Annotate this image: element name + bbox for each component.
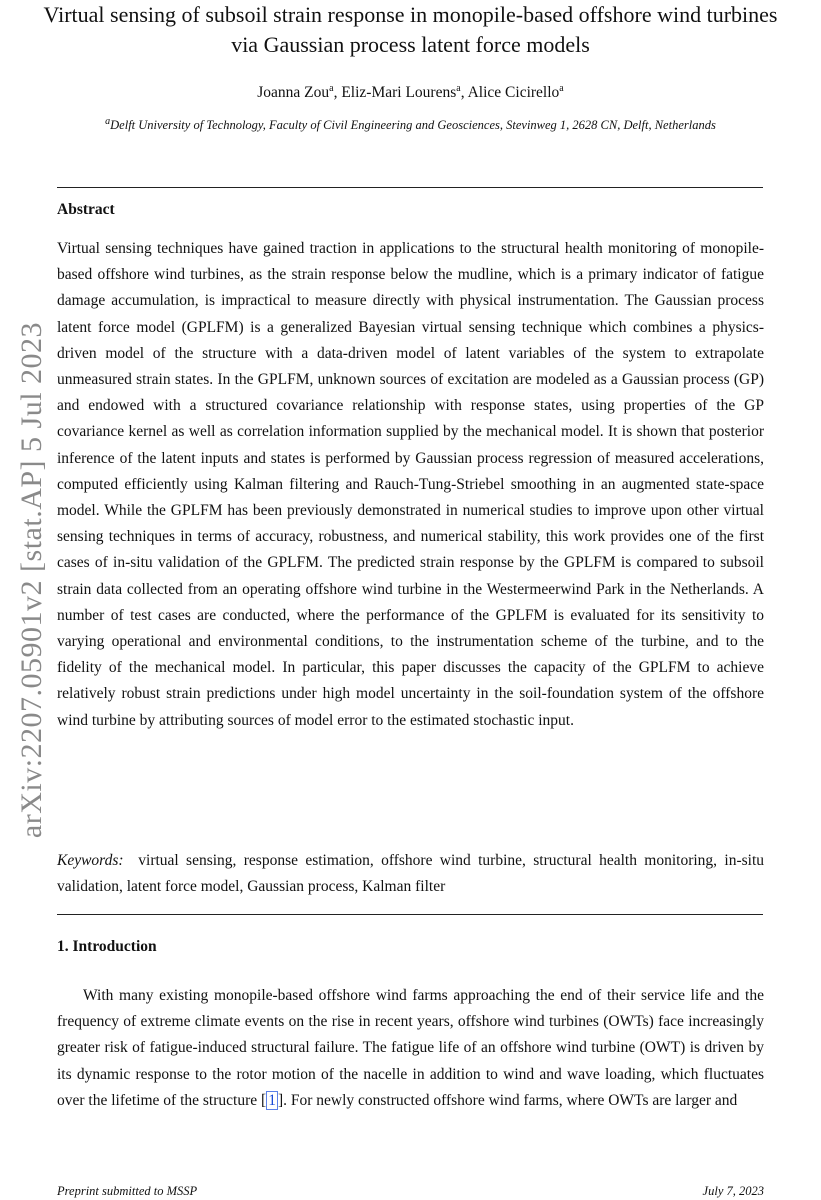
intro-text-part-1: With many existing monopile-based offshore wind farms approaching the end of their service life and the frequency of extreme climate events on the rise in recent years, offshore wind turbines (OWTs) face increasingly greater risk of fatigue-induced structural failure. The fatigue life of an offshore wind turbine (OWT) is driven by its dynamic response to the rotor motion of the nacelle in addition to wind and wave loading, which fluctuates over the lifetime of the structure (57, 987, 764, 1109)
author-name: Alice Cicirello (467, 84, 560, 102)
keywords-label: Keywords: (57, 852, 124, 869)
abstract-top-rule (57, 187, 763, 188)
citation-link[interactable]: 1 (268, 1091, 276, 1109)
author-list (40, 79, 781, 103)
author-affil-mark: a (559, 83, 564, 94)
footer-date: July 7, 2023 (702, 1184, 764, 1198)
author-affil-mark: a (456, 83, 461, 94)
abstract-text: Virtual sensing techniques have gained traction in applications to the structural health monitoring of monopile-based offshore wind turbines, as the strain response below the mudline, which is a primary indicator of fatigue damage accumulation, is impractical to measure directly with physical instrumentation. The Gaussian process latent force model (GPLFM) is a generalized Bayesian virtual sensing technique which combines a physics-driven model of the structure with a data-driven model of latent variables of the system to extrapolate unmeasured strain states. In the GPLFM, unknown sources of excitation are modeled as a Gaussian process (GP) and endowed with a structured covariance relationship with response states, using properties of the GP covariance kernel as well as correlation information supplied by the mechanical model. It is shown that posterior inference of the latent inputs and states is performed by Gaussian process regression of measured accelerations, computed efficiently using Kalman filtering and Rauch-Tung-Striebel smoothing in an augmented state-space model. While the GPLFM has been previously demonstrated in numerical studies to improve upon other virtual sensing techniques in terms of accuracy, robustness, and numerical stability, this work provides one of the first cases of in-situ validation of the GPLFM. The predicted strain response by the GPLFM is compared to subsoil strain data collected from an operating offshore wind turbine in the Westermeerwind Park in the Netherlands. A number of test cases are conducted, where the performance of the GPLFM is evaluated for its sensitivity to varying operational and environmental conditions, to the instrumentation scheme of the turbine, and to the fidelity of the mechanical model. In particular, this paper discusses the capacity of the GPLFM to achieve relatively robust strain predictions under high model uncertainty in the soil-foundation system of the offshore wind turbine by attributing sources of model error to the estimated stochastic input. (57, 240, 764, 729)
intro-text-part-2: . For newly constructed offshore wind farms, where OWTs are larger and (283, 1091, 738, 1109)
title-line-1: Virtual sensing of subsoil strain response in monopile-based offshore wind turbines (43, 2, 778, 27)
keywords-text: virtual sensing, response estimation, offshore wind turbine, structural health monitoring, in-situ validation, latent force model, Gaussian process, Kalman filter (57, 852, 765, 895)
footer-submission-note: Preprint submitted to MSSP (57, 1184, 198, 1198)
author-name: Eliz-Mari Lourens (341, 84, 457, 102)
author-separator: , (333, 84, 342, 102)
arxiv-identifier[interactable]: arXiv:2207.05901v2 [stat.AP] 5 Jul 2023 (15, 321, 48, 839)
keywords (57, 848, 764, 900)
author-name: Joanna Zou (257, 84, 330, 102)
introduction-heading: 1. Introduction (57, 938, 157, 955)
abstract-heading: Abstract (57, 201, 115, 218)
author-separator: , (460, 84, 468, 102)
paper-title (40, 0, 781, 60)
abstract-bottom-rule (57, 914, 763, 915)
author-affil-mark: a (329, 83, 334, 94)
introduction-paragraph: With many existing monopile-based offshore wind farms approaching the end of their service life and the frequency of extreme climate events on the rise in recent years, offshore wind turbines (OWTs) face increasingly greater risk of fatigue-induced structural failure. The fatigue life of an offshore wind turbine (OWT) is driven by its dynamic response to the rotor motion of the nacelle in addition to wind and wave loading, which fluctuates over the lifetime of the structure [ 1 ]. For newly constructed offshore wind farms, where OWTs are larger and (57, 987, 764, 1109)
affiliation (40, 113, 781, 134)
title-line-2: via Gaussian process latent force models (231, 32, 590, 57)
affiliation-mark: a (105, 116, 111, 127)
affiliation-text: Delft University of Technology, Faculty of Civil Engineering and Geosciences, Stevinweg 1, 2628 CN, Delft, Netherlands (110, 118, 716, 133)
